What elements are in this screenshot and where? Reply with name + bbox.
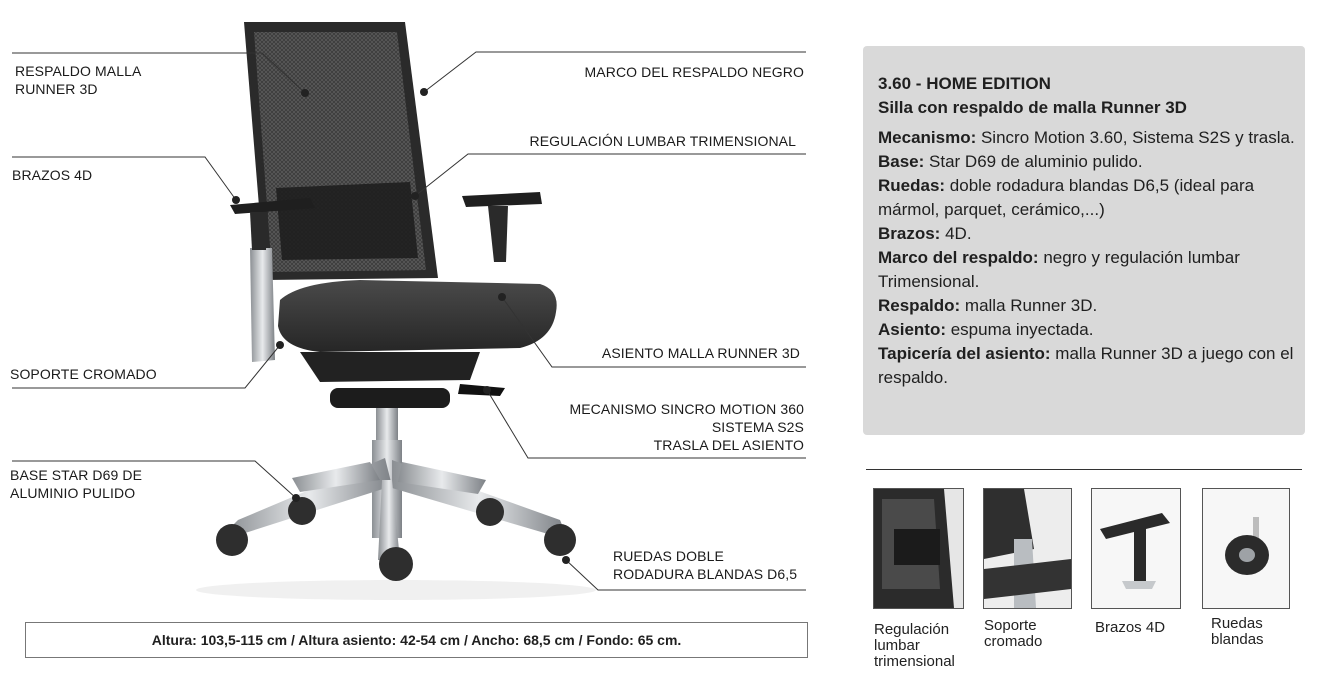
spec-row: Mecanismo: Sincro Motion 3.60, Sistema S2S y trasla. bbox=[878, 128, 1295, 147]
thumb-lumbar bbox=[873, 488, 964, 609]
spec-row: Marco del respaldo: negro y regulación lumbar Trimensional. bbox=[878, 248, 1240, 291]
product-info-panel bbox=[863, 46, 1305, 435]
spec-row: Ruedas: doble rodadura blandas D6,5 (ideal para mármol, parquet, cerámico,...) bbox=[878, 176, 1255, 219]
thumb-label-brazos: Brazos 4D bbox=[1095, 619, 1166, 636]
callout-lumbar: REGULACIÓN LUMBAR TRIMENSIONAL bbox=[529, 133, 796, 149]
product-title bbox=[878, 72, 1187, 120]
seat bbox=[278, 280, 557, 352]
spec-row: Base: Star D69 de aluminio pulido. bbox=[878, 152, 1143, 171]
spec-row: Respaldo: malla Runner 3D. bbox=[878, 296, 1098, 315]
dimensions-bar: Altura: 103,5-115 cm / Altura asiento: 42-54 cm / Ancho: 68,5 cm / Fondo: 65 cm. bbox=[25, 622, 808, 658]
callout-ruedas: RUEDAS DOBLE RODADURA BLANDAS D6,5 bbox=[613, 548, 798, 582]
spec-row: Asiento: espuma inyectada. bbox=[878, 320, 1094, 339]
thumb-ruedas bbox=[1202, 488, 1290, 609]
lumbar-support bbox=[276, 182, 418, 260]
callout-marco: MARCO DEL RESPALDO NEGRO bbox=[584, 64, 804, 80]
divider bbox=[866, 469, 1302, 470]
spec-list bbox=[878, 126, 1298, 390]
thumb-label-lumbar: Regulación lumbar trimensional bbox=[874, 621, 955, 670]
callout-brazos: BRAZOS 4D bbox=[12, 167, 93, 183]
spec-row: Brazos: 4D. bbox=[878, 224, 972, 243]
thumb-label-ruedas: Ruedas blandas bbox=[1211, 615, 1264, 648]
thumb-label-soporte: Soporte cromado bbox=[984, 617, 1043, 650]
product-title-line2: Silla con respaldo de malla Runner 3D bbox=[878, 98, 1187, 117]
callout-soporte: SOPORTE CROMADO bbox=[10, 366, 157, 382]
callout-asiento: ASIENTO MALLA RUNNER 3D bbox=[601, 345, 800, 361]
chrome-support bbox=[250, 248, 275, 362]
product-title-line1: 3.60 - HOME EDITION bbox=[878, 74, 1051, 93]
spec-row: Tapicería del asiento: malla Runner 3D a juego con el respaldo. bbox=[878, 344, 1294, 387]
callout-mecanismo: MECANISMO SINCRO MOTION 360 SISTEMA S2S TRASLA DEL ASIENTO bbox=[569, 401, 804, 453]
callout-base: BASE STAR D69 DE ALUMINIO PULIDO bbox=[10, 467, 143, 501]
thumb-brazos bbox=[1091, 488, 1181, 609]
thumb-soporte bbox=[983, 488, 1072, 609]
callout-respaldo-malla: RESPALDO MALLA RUNNER 3D bbox=[15, 63, 142, 97]
